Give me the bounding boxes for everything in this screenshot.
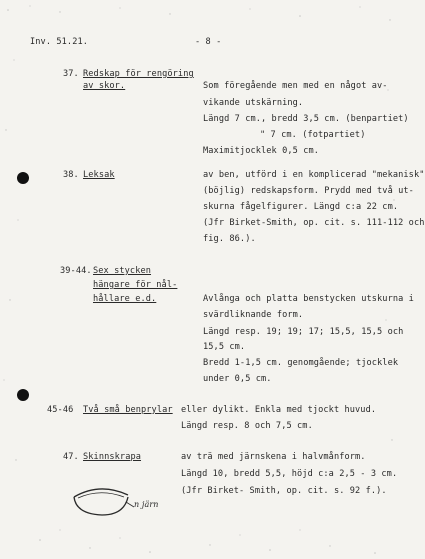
entry-desc-line: (böjlig) redskapsform. Prydd med två ut- — [203, 186, 414, 196]
entry-desc-line: eller dylikt. Enkla med tjockt huvud. — [181, 405, 377, 415]
entry-title-line: av skor. — [83, 81, 126, 91]
entry-desc-line: av ben, utförd i en komplicerad "mekanisk" — [203, 170, 425, 180]
entry-desc-line: skurna fågelfigurer. Längd c:a 22 cm. — [203, 202, 399, 212]
sketch-note: n järn — [134, 500, 159, 509]
entry-desc-line: Längd resp. 19; 19; 17; 15,5, 15,5 och — [203, 327, 404, 337]
entry-title-line: Två små benprylar — [83, 405, 173, 415]
entry-title-line: Sex stycken — [93, 266, 152, 276]
entry-number: 38. — [63, 170, 79, 180]
entry-title-line: Redskap för rengöring — [83, 69, 194, 79]
entry-title-line: Leksak — [83, 170, 115, 180]
entry-desc-line: svärdliknande form. — [203, 310, 304, 320]
entry-desc-line: under 0,5 cm. — [203, 374, 272, 384]
entry-desc-line: " 7 cm. (fotpartiet) — [260, 130, 366, 140]
entry-desc-line: av trä med järnskena i halvmånform. — [181, 452, 366, 462]
entry-desc-line: Längd 7 cm., bredd 3,5 cm. (benpartiet) — [203, 114, 409, 124]
page-number: - 8 - — [195, 37, 222, 47]
entry-title-line: hängare för nål- — [93, 280, 178, 290]
entry-title-line: hållare e.d. — [93, 294, 157, 304]
entry-desc-line: fig. 86.). — [203, 234, 256, 244]
entry-number: 45-46 — [47, 405, 74, 415]
entry-title-line: Skinnskrapa — [83, 452, 142, 462]
entry-desc-line: Som föregående men med en något av- — [203, 81, 388, 91]
entry-desc-line: Avlånga och platta benstycken utskurna i — [203, 294, 414, 304]
entry-number: 47. — [63, 452, 79, 462]
entry-number: 37. — [63, 69, 79, 79]
entry-desc-line: Längd resp. 8 och 7,5 cm. — [181, 421, 313, 431]
entry-desc-line: 15,5 cm. — [203, 342, 246, 352]
entry-desc-line: Bredd 1-1,5 cm. genomgående; tjocklek — [203, 358, 399, 368]
entry-desc-line: (Jfr Birket-Smith, op. cit. s. 111-112 och — [203, 218, 425, 228]
entry-number: 39-44. — [60, 266, 92, 276]
entry-desc-line: Maximitjocklek 0,5 cm. — [203, 146, 320, 156]
entry-desc-line: Längd 10, bredd 5,5, höjd c:a 2,5 - 3 cm. — [181, 469, 398, 479]
entry-desc-line: (Jfr Birket- Smith, op. cit. s. 92 f.). — [181, 486, 387, 496]
punch-hole-lower — [17, 389, 29, 401]
inventory-reference: Inv. 51.21. — [30, 37, 89, 47]
entry-desc-line: vikande utskärning. — [203, 98, 304, 108]
punch-hole-upper — [17, 172, 29, 184]
